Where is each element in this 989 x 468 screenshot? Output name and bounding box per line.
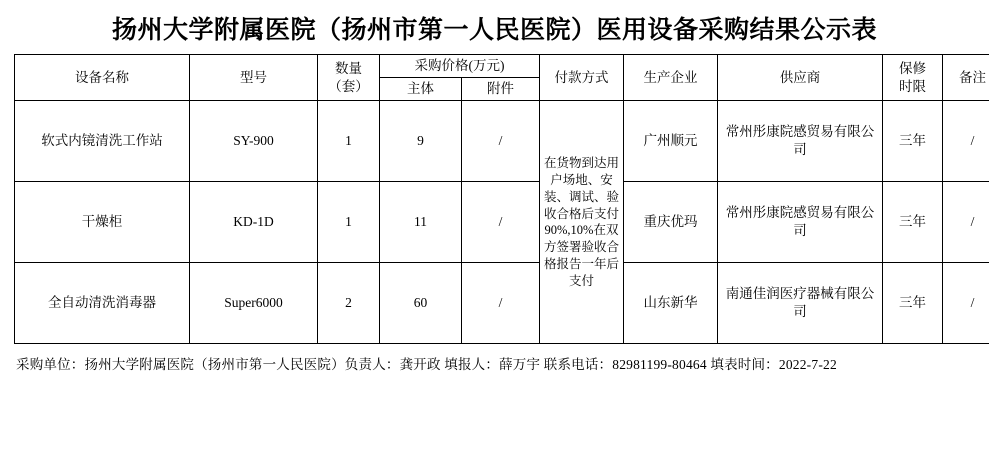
cell-price-main: 60	[380, 263, 462, 344]
cell-price-accessory: /	[462, 101, 540, 182]
footer-info: 采购单位：扬州大学附属医院（扬州市第一人民医院）负责人：龚开政 填报人：薛万宇 联系电话：82981199-80464 填表时间：2022-7-22	[16, 357, 837, 373]
cell-remark: /	[943, 263, 989, 344]
cell-device-name: 软式内镜清洗工作站	[15, 101, 190, 182]
cell-model: KD-1D	[190, 182, 318, 263]
table-container	[0, 54, 989, 344]
table-body	[15, 101, 989, 344]
header-device-name: 设备名称	[15, 55, 190, 101]
header-supplier: 供应商	[718, 55, 883, 101]
cell-manufacturer: 重庆优玛	[624, 182, 718, 263]
header-manufacturer: 生产企业	[624, 55, 718, 101]
header-warranty-line1: 保修	[899, 60, 926, 76]
cell-quantity: 1	[318, 182, 380, 263]
header-warranty-line2: 时限	[899, 78, 926, 94]
cell-warranty: 三年	[883, 101, 943, 182]
header-quantity	[318, 55, 380, 101]
cell-price-main: 11	[380, 182, 462, 263]
cell-payment-method: 在货物到达用户场地、安装、调试、验收合格后支付 90%,10%在双方签署验收合格报告一年后支付	[540, 101, 624, 344]
header-price-accessory: 附件	[462, 78, 540, 101]
cell-supplier: 南通佳润医疗器械有限公司	[718, 263, 883, 344]
cell-remark: /	[943, 101, 989, 182]
table-row	[15, 182, 989, 263]
cell-price-main: 9	[380, 101, 462, 182]
cell-quantity: 1	[318, 101, 380, 182]
cell-supplier: 常州彤康院感贸易有限公司	[718, 182, 883, 263]
cell-device-name: 干燥柜	[15, 182, 190, 263]
header-payment-method: 付款方式	[540, 55, 624, 101]
table-row	[15, 263, 989, 344]
header-row-1	[15, 55, 989, 78]
table-row	[15, 101, 989, 182]
cell-price-accessory: /	[462, 182, 540, 263]
cell-warranty: 三年	[883, 263, 943, 344]
header-model: 型号	[190, 55, 318, 101]
cell-model: SY-900	[190, 101, 318, 182]
header-warranty	[883, 55, 943, 101]
header-quantity-line2: （套）	[328, 78, 369, 94]
header-purchase-price: 采购价格(万元)	[380, 55, 540, 78]
cell-manufacturer: 山东新华	[624, 263, 718, 344]
header-price-main: 主体	[380, 78, 462, 101]
cell-manufacturer: 广州顺元	[624, 101, 718, 182]
page-title: 扬州大学附属医院（扬州市第一人民医院）医用设备采购结果公示表	[111, 17, 877, 44]
cell-warranty: 三年	[883, 182, 943, 263]
cell-quantity: 2	[318, 263, 380, 344]
cell-device-name: 全自动清洗消毒器	[15, 263, 190, 344]
header-quantity-line1: 数量	[335, 60, 362, 76]
cell-price-accessory: /	[462, 263, 540, 344]
procurement-results-table	[14, 54, 989, 344]
cell-supplier: 常州彤康院感贸易有限公司	[718, 101, 883, 182]
cell-remark: /	[943, 182, 989, 263]
header-remark: 备注	[943, 55, 989, 101]
table-header	[15, 55, 989, 101]
cell-model: Super6000	[190, 263, 318, 344]
